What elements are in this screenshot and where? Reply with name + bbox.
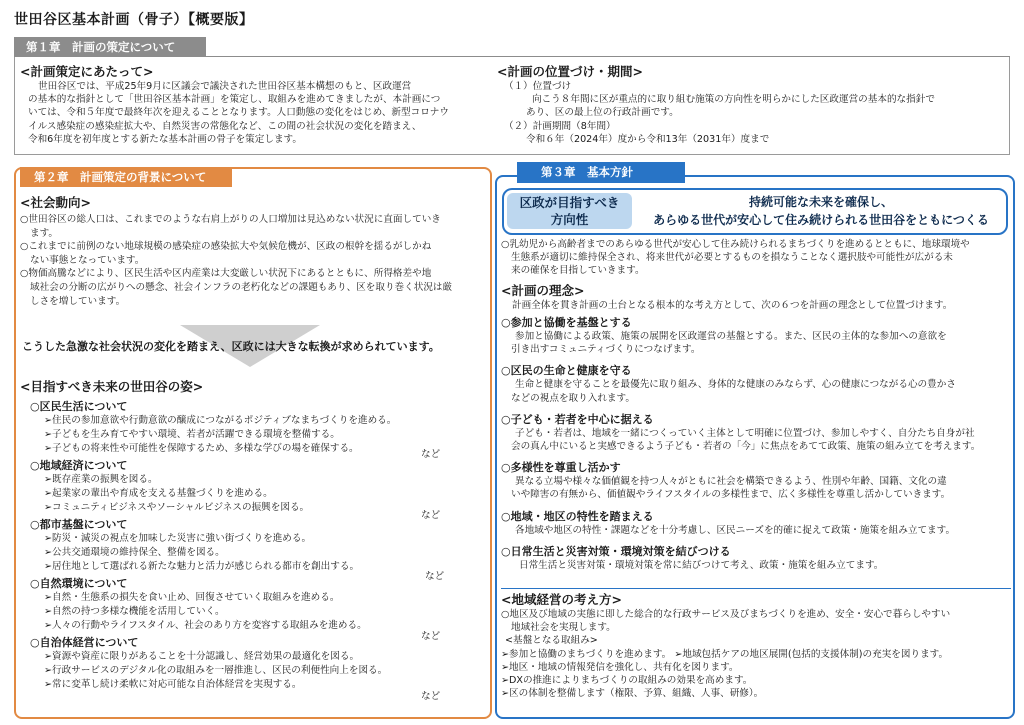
section-item: ➢居住地として選ばれる新たな魅力と活力が感じられる都市を創出する。 (44, 561, 360, 572)
management-text (501, 608, 1013, 700)
chapter1-tab: 第１章 計画の策定について (14, 37, 206, 56)
section-item: ➢自然・生態系の損失を食い止め、回復させていく取組みを進める。 (44, 592, 340, 603)
principle-line: いや障害の有無から、価値観やライフスタイルの多様性まで、広く多様性を尊重し活かしていきます。 (511, 489, 951, 501)
section-infrastructure (30, 516, 485, 574)
section-nature (30, 575, 485, 633)
philosophy-intro: 計画全体を貫き計画の土台となる根本的な考え方として、次の６つを計画の理念として位置づけます。 (512, 300, 953, 311)
section-item: ➢住民の参加意欲や行動意欲の醸成につながるポジティブなまちづくりを進める。 (44, 415, 397, 426)
section-title: ○自治体経営について (30, 636, 139, 649)
social-line: ○物価高騰などにより、区民生活や区内産業は大変厳しい状況下にあるとともに、所得格差や地 (20, 268, 432, 280)
chapter2-tab: 第２章 計画策定の背景について (20, 167, 232, 187)
future-sections (30, 398, 485, 692)
principle-regional (501, 508, 1011, 537)
section-item: ➢人々の行動やライフスタイル、社会のあり方を変容する取組みを進める。 (44, 620, 367, 631)
etc-label: など (421, 449, 441, 460)
social-line: 域社会の分断の広がりへの懸念、社会インフラの老朽化などの課題もあり、区を取り巻く状況は厳 (30, 281, 453, 293)
management-line: ➢参加と協働のまちづくりを進めます。 ➢地域包括ケアの地区展開(包括的支援体制)の充実を図ります。 (501, 648, 949, 660)
vision-statement (640, 193, 1002, 229)
principle-daily-disaster (501, 543, 1011, 572)
principle-title: ○参加と協働を基盤とする (501, 316, 632, 329)
section-citizen-life (30, 398, 485, 456)
social-line: ○世田谷区の総人口は、これまでのような右肩上がりの人口増加は見込めない状況に直面していき (20, 214, 441, 225)
principle-title: ○地域・地区の特性を踏まえる (501, 509, 654, 523)
principle-children-youth (501, 411, 1011, 453)
position-line: （２）計画期間（8年間） (504, 120, 616, 132)
position-text (504, 80, 1009, 146)
vision-label (507, 193, 632, 229)
vision-label-line: 方向性 (550, 212, 589, 227)
section-item: ➢子どもの将来性や可能性を保障するため、多様な学びの場を確保する。 (44, 443, 359, 454)
principle-diversity (501, 459, 1011, 501)
section-title: ○地域経済について (30, 459, 128, 472)
section-item: ➢常に変革し続け柔軟に対応可能な自治体経営を実現する。 (44, 679, 302, 690)
intro-line: 世田谷区では、平成25年9月に区議会で議決された世田谷区基本構想のもと、区政運営 (38, 81, 412, 92)
social-line: しさを増しています。 (30, 295, 126, 307)
section-item: ➢起業家の輩出や育成を支える基盤づくりを進める。 (44, 488, 273, 499)
management-line: ➢区の体制を整備します（権限、予算、組織、人事、研修）。 (501, 688, 764, 700)
management-line: 地域社会を実現します。 (511, 622, 616, 634)
etc-label: など (421, 631, 441, 642)
transition-text: こうした急激な社会状況の変化を踏まえ、区政には大きな転換が求められています。 (22, 340, 440, 353)
section-item: ➢コミュニティビジネスやソーシャルビジネスの振興を図る。 (44, 502, 310, 513)
section-item: ➢資源や資産に限りがあることを十分認識し、経営効果の最適化を図る。 (44, 651, 360, 662)
principle-line: 子ども・若者は、地域を一緒につくっていく主体として明確に位置づけ、参加しやすく、自分たち自身が社 (515, 427, 975, 439)
philosophy-heading: <計画の理念> (501, 283, 585, 298)
vision-label-line: 区政が目指すべき (519, 195, 620, 210)
page-title: 世田谷区基本計画（骨子）【概要版】 (14, 12, 254, 28)
intro-heading: <計画策定にあたって> (20, 64, 154, 79)
section-item: ➢自然の持つ多様な機能を活用していく。 (44, 606, 225, 617)
principle-participation (501, 314, 1011, 356)
principle-line: 引き出すコミュニティづくりにつなげます。 (511, 344, 701, 356)
section-item: ➢公共交通環境の維持保全、整備を図る。 (44, 547, 225, 558)
vision-desc-line: 生態系が適切に維持保全され、将来世代が必要とするものを損なうことなく選択肢や可能性が広がる未 (511, 252, 953, 264)
principle-line: 参加と協働による政策、施策の展開を区政運営の基盤とする。また、区民の主体的な参加への意欲を (515, 331, 947, 342)
social-heading: <社会動向> (20, 195, 91, 210)
vision-description (501, 238, 1011, 278)
position-line: 令和６年（2024年）度から令和13年（2031年）度まで (526, 133, 770, 145)
principle-line: などの視点を取り入れます。 (511, 392, 635, 404)
section-management (30, 634, 485, 692)
section-title: ○都市基盤について (30, 518, 128, 531)
management-divider (501, 588, 1011, 589)
social-line: ○これまでに前例のない地球規模の感染症の感染拡大や気候危機が、区政の根幹を揺るがしかね (20, 241, 432, 253)
vision-desc-line: 来の確保を目指していきます。 (511, 265, 645, 277)
principle-life-health (501, 362, 1011, 404)
position-line: （１）位置づけ (504, 81, 572, 92)
social-line: ます。 (30, 227, 59, 239)
intro-line: イルス感染症の感染症拡大や、自然災害の常態化など、この間の社会状況の変化を踏まえ、 (28, 120, 422, 132)
principle-title: ○区民の生命と健康を守る (501, 364, 632, 378)
future-heading: <目指すべき未来の世田谷の姿> (20, 379, 204, 394)
position-heading: <計画の位置づけ・期間> (497, 64, 643, 79)
intro-line: 令和6年度を初年度とする新たな基本計画の骨子を策定します。 (28, 133, 302, 145)
position-line: あり、区の最上位の行政計画です。 (526, 107, 679, 119)
principle-line: 生命と健康を守ることを最優先に取り組み、身体的な健康のみならず、心の健康につながる心の豊かさ (515, 379, 956, 391)
principle-title: ○子ども・若者を中心に据える (501, 412, 654, 426)
principle-line: 日常生活と災害対策・環境対策を常に結びつけて考え、政策・施策を組み立てます。 (519, 559, 884, 571)
social-text (20, 213, 488, 308)
management-heading: <地域経営の考え方> (501, 592, 622, 607)
intro-line: の基本的な指針として「世田谷区基本計画」を策定し、取組みを進めてきましたが、本計画につ (28, 94, 441, 106)
management-line: ➢地区・地域の情報発信を強化し、共有化を図ります。 (501, 661, 739, 673)
principle-line: 会の真ん中にいると実感できるよう子ども・若者の「今」に焦点をあてて政策、施策の組み立てを考えます。 (511, 441, 981, 453)
vision-statement-line: 持続可能な未来を確保し、 (748, 195, 893, 209)
chapter3-tab: 第３章 基本方針 (517, 162, 685, 183)
section-item: ➢行政サービスのデジタル化の取組みを一層推進し、区民の利便性向上を図る。 (44, 665, 388, 676)
principle-title: ○多様性を尊重し活かす (501, 461, 621, 475)
intro-text (28, 80, 492, 146)
etc-label: など (421, 691, 441, 702)
intro-line: いては、令和５年度で最終年次を迎えることとなります。人口動態の変化をはじめ、新型コロナウ (28, 107, 449, 119)
position-line: 向こう８年間に区が重点的に取り組む施策の方向性を明らかにした区政運営の基本的な指針で (532, 94, 935, 106)
etc-label: など (425, 571, 445, 582)
section-title: ○区民生活について (30, 400, 128, 413)
vision-desc-line: ○乳幼児から高齢者までのあらゆる世代が安心して住み続けられるまちづくりを進めるとともに、地球環境や (501, 239, 970, 250)
principle-title: ○日常生活と災害対策・環境対策を結びつける (501, 544, 731, 558)
management-line: <基盤となる取組み> (505, 635, 598, 647)
section-item: ➢防災・減災の視点を加味した災害に強い街づくりを進める。 (44, 533, 312, 544)
section-item: ➢子どもを生み育てやすい環境、若者が活躍できる環境を整備する。 (44, 429, 340, 440)
section-item: ➢既存産業の振興を図る。 (44, 474, 158, 485)
principle-line: 異なる立場や様々な価値観を持つ人々がともに社会を構築できるよう、性別や年齢、国籍、文化の違 (515, 476, 947, 488)
section-title: ○自然環境について (30, 577, 128, 590)
management-line: ➢DXの推進によりまちづくりの取組みの効果を高めます。 (501, 675, 753, 687)
principle-line: 各地域や地区の特性・課題などを十分考慮し、区民ニーズを的確に捉えて政策・施策を組み立てます。 (515, 524, 956, 536)
section-economy (30, 457, 485, 515)
vision-statement-line: あらゆる世代が安心して住み続けられる世田谷をともにつくる (653, 213, 989, 227)
principles-list (501, 314, 1011, 572)
management-line: ○地区及び地域の実態に即した総合的な行政サービス及びまちづくりを進め、安全・安心で暮らしやすい (501, 609, 951, 620)
social-line: ない事態となっています。 (30, 254, 145, 266)
etc-label: など (421, 510, 441, 521)
